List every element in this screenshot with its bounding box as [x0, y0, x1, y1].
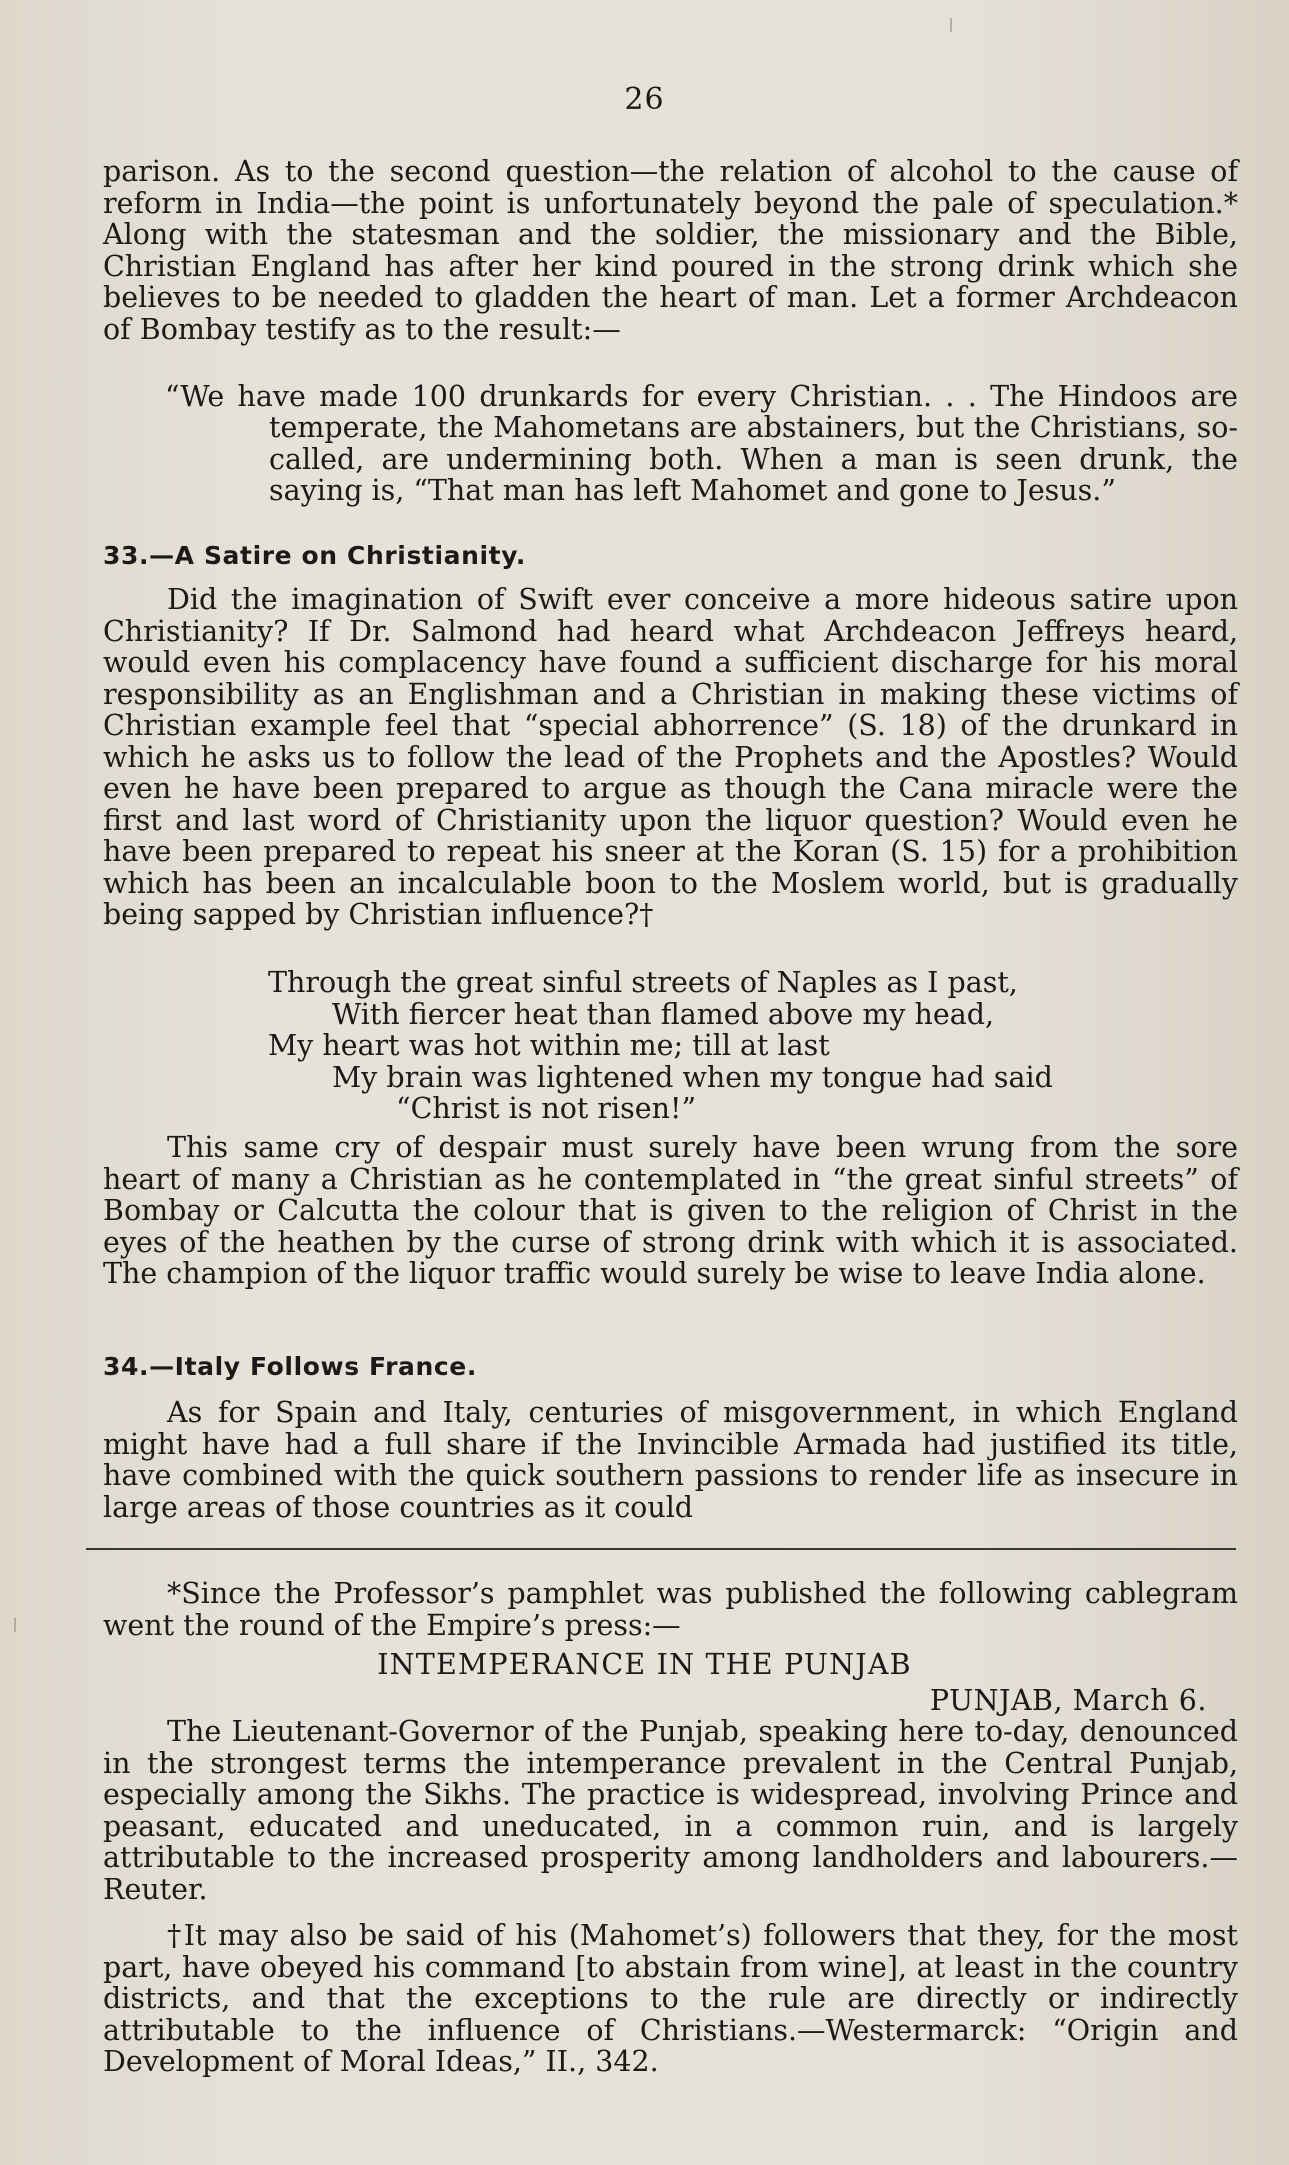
intro-paragraph: [103, 156, 1238, 345]
cable-dateline: PUNJAB, March 6.: [929, 1684, 1207, 1717]
section-34-paragraph-1-text: As for Spain and Italy, centuries of misgovernment, in which England might have had a full share if the Invincible Armada had justified its title, have combined with the quick southern passions to render life as insecure in large areas of those countries as it could: [103, 1396, 1238, 1524]
cable-title: INTEMPERANCE IN THE PUNJAB: [377, 1648, 912, 1681]
footnote-dagger-text: †It may also be said of his (Mahomet’s) followers that they, for the most part, have obeyed his command [to abstain from wine], at least in the country districts, and that the exceptions to the rule are directly or indirectly attributable to the influence of Christians.—Westermarck: “Origin and Development of Moral Ideas,” II., 342.: [103, 1919, 1238, 2078]
section-33-paragraph-2-text: This same cry of despair must surely have been wrung from the sore heart of many a Christian as he contemplated in “the great sinful streets” of Bombay or Calcutta the colour that is given to the religion of Christ in the eyes of the heathen by the curse of strong drink with which it is associated. The champion of the liquor traffic would surely be wise to leave India alone.: [103, 1131, 1238, 1290]
section-33-heading: 33.—A Satire on Christianity.: [103, 541, 526, 570]
page-number: 26: [624, 82, 665, 117]
intro-paragraph-text: parison. As to the second question—the relation of alcohol to the cause of reform in India—the point is unfortunately beyond the pale of speculation.* Along with the statesman and the soldier, the missionary and the Bible, Christian England has after her kind poured in the strong drink which she believes to be needed to gladden the heart of man. Let a former Archdeacon of Bombay testify as to the result:—: [103, 155, 1238, 346]
poem-line-5: “Christ is not risen!”: [396, 1092, 697, 1125]
blockquote: [165, 352, 1238, 535]
blockquote-text: “We have made 100 drunkards for every Christian. . . The Hindoos are temperate, the Mahometans are abstainers, but the Christians, so-called, are undermining both. When a man is seen drunk, the saying is, “That man has left Mahomet and gone to Jesus.”: [165, 379, 1238, 507]
poem-stanza: [268, 967, 1053, 1125]
footnote-star-text: *Since the Professor’s pamphlet was published the following cablegram went the round of the Empire’s press:—: [103, 1577, 1238, 1642]
footnote-divider: [86, 1548, 1236, 1550]
section-33-paragraph-1: [103, 584, 1238, 931]
poem-line-4: My brain was lightened when my tongue had said: [332, 1060, 1053, 1094]
paper-mark: [14, 1618, 16, 1632]
poem-line-1: Through the great sinful streets of Naples as I past,: [268, 966, 1018, 999]
cable-body: [103, 1716, 1238, 1905]
footnote-dagger: [103, 1920, 1238, 2078]
poem-line-3: My heart was hot within me; till at last: [268, 1029, 830, 1062]
section-34-heading: 34.—Italy Follows France.: [103, 1352, 477, 1381]
section-33-paragraph-1-text: Did the imagination of Swift ever conceive a more hideous satire upon Christianity? If Dr. Salmond had heard what Archdeacon Jeffreys heard, would even his complacency have found a sufficient discharge for his moral responsibility as an Englishman and a Christian in making these victims of Christian example feel that “special abhorrence” (S. 18) of the drunkard in which he asks us to follow the lead of the Prophets and the Apostles? Would even he have been prepared to argue as though the Cana miracle were the first and last word of Christianity upon the liquor question? Would even he have been prepared to repeat his sneer at the Koran (S. 15) for a prohibition which has been an incalculable boon to the Moslem world, but is gradually being sapped by Christian influence?†: [103, 583, 1238, 931]
poem-line-2: With fiercer heat than flamed above my head,: [332, 997, 995, 1031]
section-33-paragraph-2: [103, 1132, 1238, 1290]
paper-mark: [950, 18, 952, 32]
cable-body-text: The Lieutenant-Governor of the Punjab, speaking here to-day, denounced in the strongest terms the intemperance prevalent in the Central Punjab, especially among the Sikhs. The practice is widespread, involving Prince and peasant, educated and uneducated, in a common ruin, and is largely attributable to the increased prosperity among landholders and labourers.—Reuter.: [103, 1715, 1238, 1906]
section-34-paragraph-1: [103, 1397, 1238, 1523]
footnote-star: [103, 1578, 1238, 1641]
